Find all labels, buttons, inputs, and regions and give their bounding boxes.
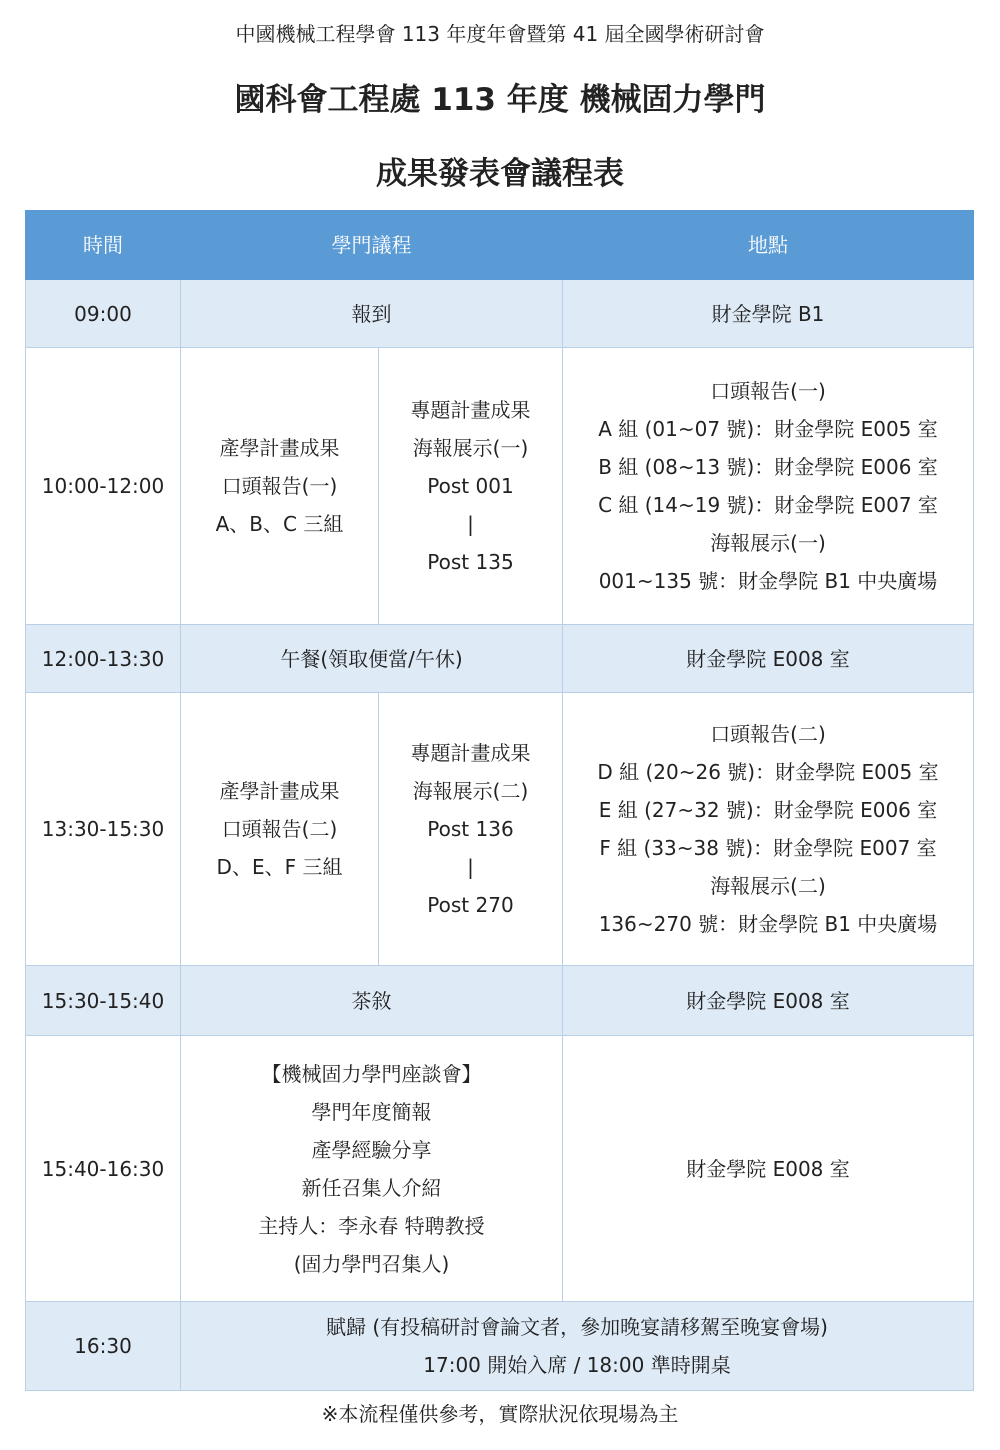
time-cell: 09:00 — [26, 280, 181, 348]
location-cell: 財金學院 E008 室 — [563, 966, 974, 1036]
location-cell: 財金學院 E008 室 — [563, 625, 974, 693]
location-line: C 組 (14~19 號)：財金學院 E007 室 — [598, 493, 938, 517]
poster-line: 海報展示(二) — [412, 779, 529, 803]
panel-line: (固力學門召集人) — [293, 1251, 450, 1276]
time-cell: 15:30-15:40 — [26, 966, 181, 1036]
oral-session-cell — [181, 348, 379, 625]
oral-line: A、B、C 三組 — [215, 512, 344, 536]
location-line: 海報展示(二) — [710, 874, 826, 898]
location-line: F 組 (33~38 號)：財金學院 E007 室 — [599, 836, 937, 860]
location-line: 001~135 號：財金學院 B1 中央廣場 — [598, 569, 938, 593]
table-row — [26, 348, 974, 625]
panel-line: 新任召集人介紹 — [301, 1175, 442, 1200]
poster-line: Post 136 — [427, 817, 514, 841]
location-line: 口頭報告(二) — [710, 722, 826, 746]
departure-line: 17:00 開始入席 / 18:00 準時開桌 — [423, 1353, 731, 1377]
poster-line: | — [467, 855, 474, 879]
poster-session-cell — [379, 693, 563, 966]
table-row — [26, 280, 974, 348]
location-line: 海報展示(一) — [710, 531, 826, 555]
table-row — [26, 966, 974, 1036]
agenda-cell: 午餐(領取便當/午休) — [181, 625, 563, 693]
location-cell — [563, 693, 974, 966]
column-header-agenda: 學門議程 — [181, 211, 563, 280]
time-cell: 12:00-13:30 — [26, 625, 181, 693]
conference-name: 中國機械工程學會 113 年度年會暨第 41 屆全國學術研討會 — [235, 22, 765, 46]
agenda-cell: 報到 — [181, 280, 563, 348]
location-line: A 組 (01~07 號)：財金學院 E005 室 — [598, 417, 938, 441]
oral-line: 產學計畫成果 — [219, 436, 340, 460]
panel-line: 學門年度簡報 — [311, 1099, 432, 1124]
poster-line: Post 001 — [427, 474, 514, 498]
poster-line: 專題計畫成果 — [410, 741, 531, 765]
location-line: B 組 (08~13 號)：財金學院 E006 室 — [598, 455, 938, 479]
table-row — [26, 1036, 974, 1302]
panel-line: 產學經驗分享 — [311, 1137, 432, 1162]
time-cell: 16:30 — [26, 1302, 181, 1391]
poster-session-cell — [379, 348, 563, 625]
table-header-row — [26, 211, 974, 280]
panel-line: 主持人：李永春 特聘教授 — [258, 1213, 485, 1238]
location-line: 136~270 號：財金學院 B1 中央廣場 — [598, 912, 938, 936]
table-row — [26, 625, 974, 693]
poster-line: Post 135 — [427, 550, 514, 574]
location-line: 口頭報告(一) — [710, 379, 826, 403]
poster-line: Post 270 — [427, 893, 514, 917]
location-line: D 組 (20~26 號)：財金學院 E005 室 — [597, 760, 939, 784]
oral-line: D、E、F 三組 — [216, 855, 343, 879]
departure-line: 賦歸 (有投稿研討會論文者，參加晚宴請移駕至晚宴會場) — [326, 1315, 828, 1339]
oral-line: 口頭報告(二) — [221, 817, 338, 841]
table-row — [26, 693, 974, 966]
departure-cell — [181, 1302, 974, 1391]
panel-session-cell — [181, 1036, 563, 1302]
oral-line: 口頭報告(一) — [221, 474, 338, 498]
agenda-cell: 茶敘 — [181, 966, 563, 1036]
poster-line: 專題計畫成果 — [410, 398, 531, 422]
time-cell: 15:40-16:30 — [26, 1036, 181, 1302]
footnote: ※本流程僅供參考，實際狀況依現場為主 — [321, 1402, 679, 1426]
panel-line: 【機械固力學門座談會】 — [261, 1061, 482, 1086]
time-cell: 10:00-12:00 — [26, 348, 181, 625]
location-cell: 財金學院 E008 室 — [563, 1036, 974, 1302]
poster-line: 海報展示(一) — [412, 436, 529, 460]
column-header-time: 時間 — [26, 211, 181, 280]
time-cell: 13:30-15:30 — [26, 693, 181, 966]
column-header-location: 地點 — [563, 211, 974, 280]
location-cell — [563, 348, 974, 625]
table-row — [26, 1302, 974, 1391]
poster-line: | — [467, 512, 474, 536]
oral-session-cell — [181, 693, 379, 966]
oral-line: 產學計畫成果 — [219, 779, 340, 803]
page-title: 國科會工程處 113 年度 機械固力學門 — [234, 82, 766, 118]
agenda-table — [25, 210, 974, 1391]
page-subtitle: 成果發表會議程表 — [376, 156, 624, 192]
location-line: E 組 (27~32 號)：財金學院 E006 室 — [598, 798, 938, 822]
location-cell: 財金學院 B1 — [563, 280, 974, 348]
